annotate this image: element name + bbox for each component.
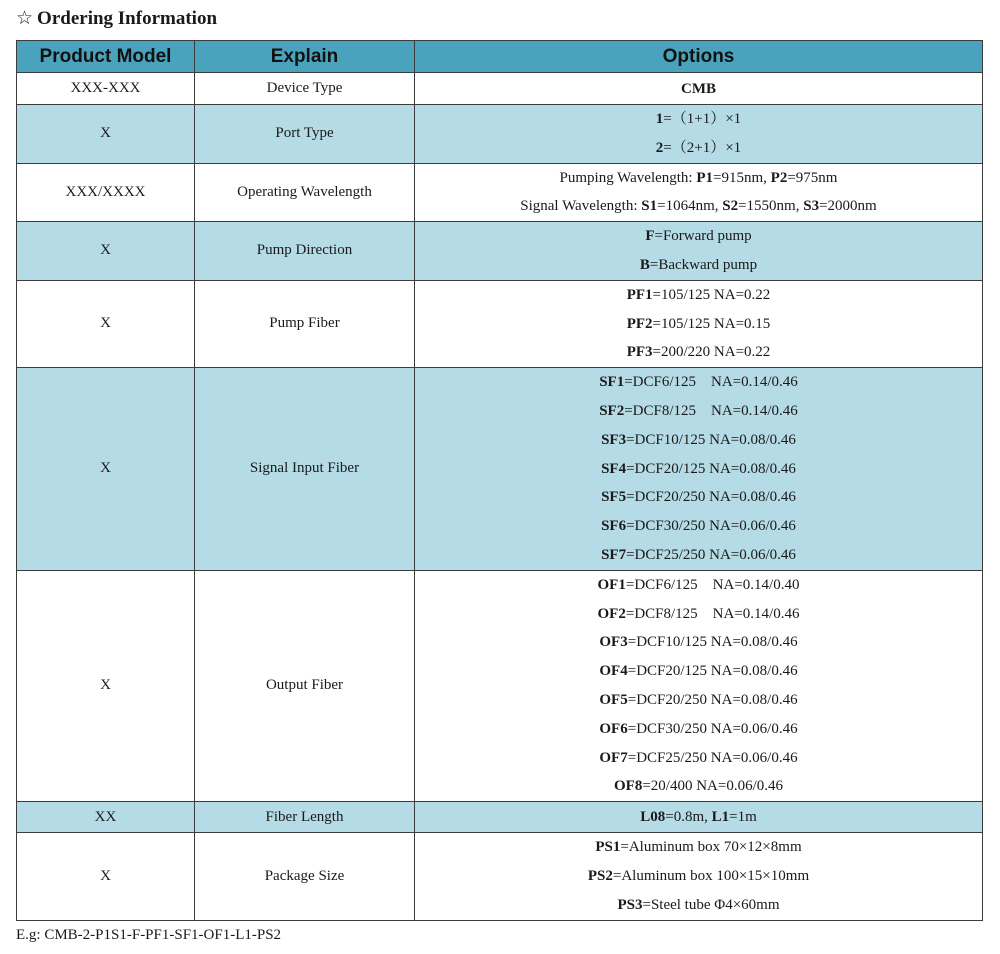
option-text: =DCF20/250 NA=0.08/0.46 — [627, 691, 798, 708]
option-line — [415, 134, 982, 163]
option-text: =200/220 NA=0.22 — [652, 344, 771, 361]
cell-explain: Output Fiber — [195, 570, 415, 801]
option-text: =（1+1）×1 — [663, 111, 742, 127]
option-line — [415, 397, 982, 426]
option-line — [415, 105, 982, 134]
option-text: =Forward pump — [654, 228, 752, 245]
cell-options — [415, 222, 983, 281]
option-line — [415, 686, 982, 715]
option-code: 1 — [655, 111, 664, 127]
option-code: S1 — [641, 198, 658, 215]
option-code: OF6 — [599, 720, 628, 737]
option-text: =DCF8/125 NA=0.14/0.46 — [624, 402, 798, 419]
option-text: =1064nm, — [657, 198, 723, 215]
table-row — [17, 73, 983, 105]
option-text: =DCF25/250 NA=0.06/0.46 — [627, 749, 798, 766]
option-text: =975nm — [787, 169, 838, 186]
header-product-model: Product Model — [17, 41, 195, 73]
table-row — [17, 222, 983, 281]
option-code: OF4 — [599, 663, 628, 680]
option-line — [415, 571, 982, 600]
option-line — [415, 74, 982, 104]
option-line — [415, 541, 982, 570]
option-code: SF3 — [601, 431, 627, 448]
cell-options — [415, 368, 983, 571]
option-line — [415, 251, 982, 280]
option-text: =915nm, — [713, 169, 771, 186]
option-code: F — [645, 228, 655, 245]
header-options: Options — [415, 41, 983, 73]
cell-explain: Pump Direction — [195, 222, 415, 281]
cell-options — [415, 73, 983, 105]
option-text: =Steel tube Φ4×60mm — [642, 896, 780, 913]
cell-explain: Fiber Length — [195, 802, 415, 833]
option-text: Signal Wavelength: — [520, 198, 642, 215]
cell-options — [415, 163, 983, 222]
option-text: =Aluminum box 70×12×8mm — [620, 839, 802, 856]
option-text: =2000nm — [819, 198, 877, 215]
option-text: =（2+1）×1 — [663, 139, 742, 156]
option-text: =0.8m, — [665, 808, 712, 825]
cell-product-model: X — [17, 105, 195, 164]
table-row — [17, 802, 983, 833]
option-code: SF2 — [599, 402, 625, 419]
cell-product-model: X — [17, 222, 195, 281]
option-line — [415, 338, 982, 367]
option-line — [415, 715, 982, 744]
cell-options — [415, 280, 983, 367]
option-code: SF5 — [601, 489, 627, 506]
option-code: PF1 — [626, 286, 653, 303]
cell-options — [415, 833, 983, 920]
option-text: =1m — [729, 808, 757, 825]
option-text: =DCF10/125 NA=0.08/0.46 — [627, 634, 798, 651]
option-code: SF6 — [601, 518, 627, 535]
option-code: OF5 — [599, 691, 628, 708]
option-text: =DCF6/125 NA=0.14/0.46 — [624, 374, 798, 391]
option-code: L08 — [640, 808, 666, 825]
option-line — [415, 455, 982, 484]
option-code: B — [639, 256, 650, 273]
option-code: PS3 — [617, 896, 643, 913]
ordering-table — [16, 40, 983, 921]
cell-product-model: XX — [17, 802, 195, 833]
option-line — [415, 833, 982, 862]
option-text: =DCF25/250 NA=0.06/0.46 — [626, 546, 796, 563]
cell-options — [415, 105, 983, 164]
option-code: OF7 — [599, 749, 628, 766]
cell-options — [415, 570, 983, 801]
option-line — [415, 772, 982, 801]
table-row — [17, 280, 983, 367]
cell-product-model: XXX-XXX — [17, 73, 195, 105]
cell-product-model: XXX/XXXX — [17, 163, 195, 222]
option-line — [415, 628, 982, 657]
option-text: =DCF20/125 NA=0.08/0.46 — [627, 663, 798, 680]
option-text: =DCF20/250 NA=0.08/0.46 — [626, 489, 796, 506]
cell-product-model: X — [17, 368, 195, 571]
table-row — [17, 570, 983, 801]
header-explain: Explain — [195, 41, 415, 73]
star-icon: ☆ — [16, 8, 34, 29]
option-line — [415, 310, 982, 339]
option-text: =DCF20/125 NA=0.08/0.46 — [626, 460, 796, 477]
option-code: 2 — [655, 139, 664, 156]
option-code: PS2 — [587, 867, 613, 884]
option-line — [415, 512, 982, 541]
cell-options — [415, 802, 983, 833]
option-line — [415, 192, 982, 221]
option-line — [415, 891, 982, 920]
option-line — [415, 281, 982, 310]
section-title-text: Ordering Information — [37, 8, 218, 29]
option-code: PF3 — [626, 344, 653, 361]
option-code: P2 — [770, 169, 788, 186]
option-code: PF2 — [626, 315, 653, 332]
cell-product-model: X — [17, 833, 195, 920]
option-line — [415, 222, 982, 251]
option-code: SF4 — [601, 460, 627, 477]
cell-explain: Device Type — [195, 73, 415, 105]
option-code: S2 — [722, 198, 739, 215]
option-text: =DCF30/250 NA=0.06/0.46 — [626, 518, 796, 535]
option-line — [415, 862, 982, 891]
table-row — [17, 105, 983, 164]
cell-explain: Package Size — [195, 833, 415, 920]
option-text: =20/400 NA=0.06/0.46 — [642, 778, 783, 795]
option-line — [415, 744, 982, 773]
option-code: CMB — [681, 80, 716, 97]
option-code: SF7 — [601, 546, 627, 563]
option-line — [415, 483, 982, 512]
example-code: E.g: CMB-2-P1S1-F-PF1-SF1-OF1-L1-PS2 — [16, 927, 282, 943]
section-title — [16, 6, 217, 32]
option-text: =DCF6/125 NA=0.14/0.40 — [625, 576, 800, 593]
table-row — [17, 163, 983, 222]
option-line — [415, 164, 982, 193]
table-row — [17, 368, 983, 571]
table-row — [17, 833, 983, 920]
cell-explain: Signal Input Fiber — [195, 368, 415, 571]
cell-product-model: X — [17, 280, 195, 367]
cell-explain: Pump Fiber — [195, 280, 415, 367]
option-text: =Backward pump — [649, 256, 758, 273]
option-text: =Aluminum box 100×15×10mm — [612, 867, 810, 884]
option-code: OF1 — [597, 576, 626, 593]
table-body — [17, 73, 983, 921]
option-text: =105/125 NA=0.22 — [652, 286, 771, 303]
option-code: P1 — [696, 169, 714, 186]
option-line — [415, 368, 982, 397]
option-text: =DCF30/250 NA=0.06/0.46 — [627, 720, 798, 737]
option-code: PS1 — [595, 839, 621, 856]
option-code: L1 — [711, 808, 730, 825]
table-header-row — [17, 41, 983, 73]
option-code: OF8 — [613, 778, 643, 795]
option-text: =105/125 NA=0.15 — [652, 315, 771, 332]
option-code: OF2 — [597, 605, 626, 622]
option-line — [415, 600, 982, 629]
option-text: =DCF10/125 NA=0.08/0.46 — [626, 431, 796, 448]
option-text: =1550nm, — [738, 198, 804, 215]
option-line — [415, 657, 982, 686]
option-text: Pumping Wavelength: — [559, 169, 697, 186]
option-line — [415, 426, 982, 455]
cell-product-model: X — [17, 570, 195, 801]
option-text: =DCF8/125 NA=0.14/0.46 — [625, 605, 800, 622]
cell-explain: Operating Wavelength — [195, 163, 415, 222]
cell-explain: Port Type — [195, 105, 415, 164]
option-code: OF3 — [599, 634, 628, 651]
option-code: S3 — [803, 198, 820, 215]
option-line — [415, 803, 982, 832]
option-code: SF1 — [599, 374, 625, 391]
